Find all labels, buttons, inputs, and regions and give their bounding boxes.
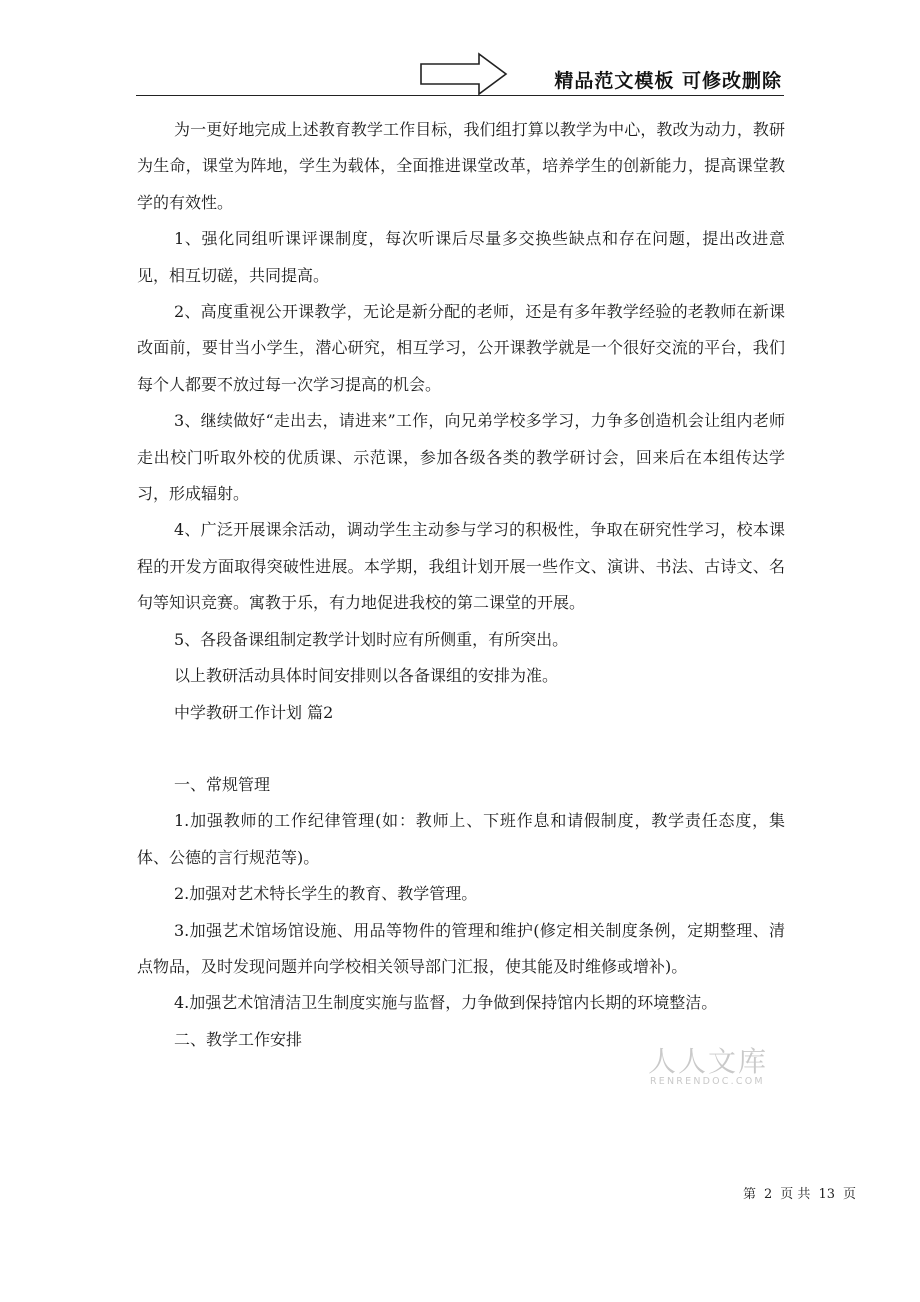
paragraph: 以上教研活动具体时间安排则以各备课组的安排为准。 (174, 666, 559, 686)
header-divider (136, 95, 784, 96)
paragraph: 3、继续做好“走出去，请进来”工作，向兄弟学校多学习，力争多创造机会让组内老师走出校门听取外校的优质课、示范课，参加各级各类的教学研讨会，回来后在本组传达学习，形成辐射。 (137, 411, 785, 504)
section-heading: 一、常规管理 (174, 774, 271, 794)
page-footer (739, 1183, 860, 1202)
footer-prefix: 第 (743, 1187, 757, 1202)
section-heading: 二、教学工作安排 (174, 1029, 303, 1049)
paragraph: 4、广泛开展课余活动，调动学生主动参与学习的积极性，争取在研究性学习，校本课程的开发方面取得突破性进展。本学期，我组计划开展一些作文、演讲、书法、古诗文、名句等知识竞赛。寓教于乐，有力地促进我校的第二课堂的开展。 (137, 520, 785, 613)
paragraph: 为一更好地完成上述教育教学工作目标，我们组打算以教学为中心，教改为动力，教研为生命，课堂为阵地，学生为载体，全面推进课堂改革，培养学生的创新能力，提高课堂教学的有效性。 (137, 120, 785, 212)
header-title: 精品范文模板 可修改删除 (554, 70, 782, 92)
paragraph: 1.加强教师的工作纪律管理(如：教师上、下班作息和请假制度，教学责任态度，集体、公德的言行规范等)。 (137, 811, 785, 867)
footer-suffix: 页 (842, 1187, 856, 1202)
right-arrow-icon (419, 52, 509, 96)
document-body (137, 112, 785, 1058)
paragraph: 2.加强对艺术特长学生的教育、教学管理。 (174, 884, 478, 904)
section-title: 中学教研工作计划 篇2 (174, 702, 334, 722)
paragraph: 3.加强艺术馆场馆设施、用品等物件的管理和维护(修定相关制度条例，定期整理、清点物品，及时发现问题并向学校相关领导部门汇报，使其能及时维修或增补)。 (137, 920, 785, 976)
paragraph: 4.加强艺术馆清洁卫生制度实施与监督，力争做到保持馆内长期的环境整洁。 (174, 993, 718, 1013)
paragraph: 2、高度重视公开课教学，无论是新分配的老师，还是有多年教学经验的老教师在新课改面前，要甘当小学生，潜心研究，相互学习，公开课教学就是一个很好交流的平台，我们每个人都要不放过每一次学习提高的机会。 (137, 302, 785, 394)
paragraph: 5、各段备课组制定教学计划时应有所侧重，有所突出。 (174, 629, 569, 649)
watermark-subtext: RENRENDOC.COM (650, 1076, 765, 1087)
page-header (136, 50, 784, 96)
paragraph: 1、强化同组听课评课制度，每次听课后尽量多交换些缺点和存在问题，提出改进意见，相互切磋，共同提高。 (137, 229, 785, 285)
total-pages: 13 (818, 1187, 835, 1202)
footer-middle: 页 共 (780, 1187, 811, 1202)
watermark-text: 人人文库 (648, 1045, 769, 1078)
page-number: 2 (764, 1187, 773, 1202)
